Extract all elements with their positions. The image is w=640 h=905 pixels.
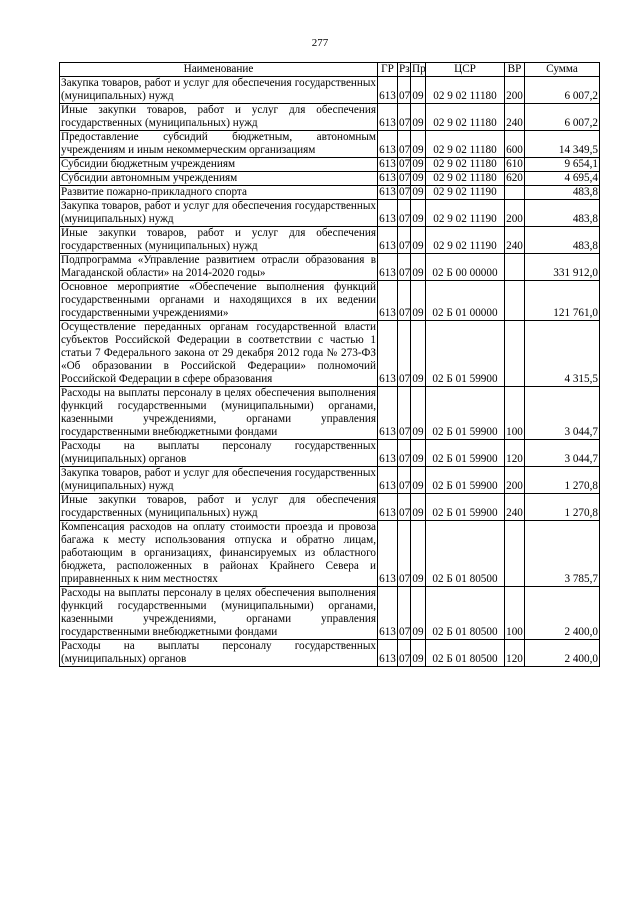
- row-sum: 483,8: [525, 227, 600, 254]
- row-name: Компенсация расходов на оплату стоимости проезда и провоза багажа к месту использования отпуска и обратно лицам, работающим в организациях, финансируемых из областного бюджета, расположенных в районах Крайнего Севера и приравненных к ним местностях: [61, 521, 376, 585]
- row-gr: 613: [378, 440, 398, 467]
- row-gr: 613: [378, 254, 398, 281]
- row-csr: 02 Б 01 59900: [426, 440, 505, 467]
- row-gr: 613: [378, 387, 398, 440]
- row-sum: 331 912,0: [525, 254, 600, 281]
- row-gr: 613: [379, 158, 396, 170]
- row-csr: 02 Б 01 80500: [426, 521, 505, 587]
- row-rz: 07: [398, 227, 411, 254]
- row-csr: 02 9 02 11180: [426, 77, 505, 104]
- table-row: [60, 254, 600, 281]
- row-csr: 02 9 02 11180: [426, 158, 505, 172]
- row-pr: 09: [411, 77, 426, 104]
- row-gr: 613: [378, 131, 398, 158]
- row-csr: 02 Б 01 59900: [426, 321, 505, 387]
- row-sum: 4 315,5: [525, 321, 600, 387]
- row-sum: 9 654,1: [525, 158, 600, 172]
- row-rz: 07: [398, 104, 411, 131]
- row-name: Предоставление субсидий бюджетным, автономным учреждениям и иным некоммерческим организациям: [61, 131, 376, 156]
- row-rz: 07: [398, 200, 411, 227]
- table-row: [60, 467, 600, 494]
- header-vr: ВР: [505, 63, 525, 77]
- row-vr: 200: [505, 200, 525, 227]
- row-rz: 07: [399, 172, 411, 184]
- table-row: [60, 494, 600, 521]
- row-pr: 09: [412, 172, 424, 184]
- table-row: [60, 227, 600, 254]
- row-pr: 09: [411, 494, 426, 521]
- row-rz: 07: [398, 494, 411, 521]
- row-vr: 240: [505, 104, 525, 131]
- row-vr: 240: [505, 494, 525, 521]
- row-vr: 120: [505, 640, 525, 667]
- row-vr: 100: [505, 387, 525, 440]
- row-vr: [505, 281, 525, 321]
- row-name: Закупка товаров, работ и услуг для обеспечения государственных (муниципальных) нужд: [61, 77, 376, 102]
- header-gr: ГР: [378, 63, 398, 77]
- row-name: Субсидии бюджетным учреждениям: [60, 158, 378, 172]
- row-gr: 613: [379, 186, 396, 198]
- row-name: Расходы на выплаты персоналу в целях обеспечения выполнения функций государственными (муниципальными) органами, казенными учреждениями, органами управления государственными внебюджетными фондами: [61, 587, 376, 638]
- row-vr: 240: [505, 227, 525, 254]
- row-pr: 09: [411, 440, 426, 467]
- table-row: [60, 186, 600, 200]
- row-gr: 613: [378, 587, 398, 640]
- row-rz: 07: [398, 440, 411, 467]
- table-row: [60, 440, 600, 467]
- row-csr: 02 Б 01 59900: [426, 467, 505, 494]
- row-pr: 09: [412, 158, 424, 170]
- row-csr: 02 9 02 11180: [426, 104, 505, 131]
- row-vr: [505, 321, 525, 387]
- row-rz: 07: [398, 640, 411, 667]
- row-name: Закупка товаров, работ и услуг для обеспечения государственных (муниципальных) нужд: [61, 200, 376, 225]
- header-pr: Пр: [412, 63, 426, 75]
- row-rz: 07: [398, 281, 411, 321]
- row-name: Подпрограмма «Управление развитием отрасли образования в Магаданской области» на 2014-2020 годы»: [61, 254, 376, 279]
- row-rz: 07: [398, 254, 411, 281]
- row-sum: 3 785,7: [525, 521, 600, 587]
- row-gr: 613: [378, 77, 398, 104]
- row-csr: 02 9 02 11180: [426, 131, 505, 158]
- row-pr: 09: [411, 640, 426, 667]
- row-name: Осуществление переданных органам государственной власти субъектов Российской Федерации в соответствии с частью 1 статьи 7 Федерального закона от 29 декабря 2012 года № 273-ФЗ «Об образовании в Российской Федерации» полномочий Российской Федерации в сфере образования: [61, 321, 376, 385]
- row-gr: 613: [378, 494, 398, 521]
- table-row: [60, 321, 600, 387]
- row-name: Закупка товаров, работ и услуг для обеспечения государственных (муниципальных) нужд: [61, 467, 376, 492]
- row-name: Основное мероприятие «Обеспечение выполнения функций государственными органами и находящихся в их ведении государственными учреждениями»: [61, 281, 376, 319]
- row-gr: 613: [378, 321, 398, 387]
- row-sum: 2 400,0: [525, 587, 600, 640]
- row-sum: 483,8: [525, 186, 600, 200]
- row-pr: 09: [412, 186, 424, 198]
- budget-table: [59, 62, 600, 667]
- row-name: Расходы на выплаты персоналу государственных (муниципальных) органов: [61, 440, 376, 465]
- row-pr: 09: [411, 131, 426, 158]
- row-sum: 4 695,4: [525, 172, 600, 186]
- row-gr: 613: [378, 640, 398, 667]
- row-vr: 120: [505, 440, 525, 467]
- row-name: Расходы на выплаты персоналу в целях обеспечения выполнения функций государственными (муниципальными) органами, казенными учреждениями, органами управления государственными внебюджетными фондами: [61, 387, 376, 438]
- row-sum: 14 349,5: [525, 131, 600, 158]
- row-vr: [505, 254, 525, 281]
- row-sum: 2 400,0: [525, 640, 600, 667]
- row-rz: 07: [398, 321, 411, 387]
- row-csr: 02 9 02 11180: [426, 172, 505, 186]
- row-csr: 02 9 02 11190: [426, 227, 505, 254]
- row-pr: 09: [411, 104, 426, 131]
- row-gr: 613: [378, 227, 398, 254]
- table-row: [60, 521, 600, 587]
- row-gr: 613: [378, 104, 398, 131]
- row-pr: 09: [411, 281, 426, 321]
- header-rz: Рз: [399, 63, 410, 75]
- table-row: [60, 387, 600, 440]
- row-vr: 200: [505, 77, 525, 104]
- row-csr: 02 9 02 11190: [426, 200, 505, 227]
- row-rz: 07: [399, 158, 411, 170]
- row-csr: 02 Б 01 80500: [426, 587, 505, 640]
- row-vr: [505, 186, 525, 200]
- page-number: 277: [311, 37, 329, 49]
- row-csr: 02 Б 01 59900: [426, 387, 505, 440]
- row-pr: 09: [411, 321, 426, 387]
- row-gr: 613: [378, 281, 398, 321]
- row-rz: 07: [398, 587, 411, 640]
- row-pr: 09: [411, 254, 426, 281]
- row-gr: 613: [378, 521, 398, 587]
- table-row: [60, 281, 600, 321]
- row-name: Развитие пожарно-прикладного спорта: [60, 186, 378, 200]
- row-gr: 613: [378, 200, 398, 227]
- row-sum: 3 044,7: [525, 387, 600, 440]
- table-row: [60, 158, 600, 172]
- row-csr: 02 Б 01 00000: [426, 281, 505, 321]
- row-name: Иные закупки товаров, работ и услуг для обеспечения государственных (муниципальных) нужд: [61, 104, 376, 129]
- table-row: [60, 640, 600, 667]
- row-name: Расходы на выплаты персоналу государственных (муниципальных) органов: [61, 640, 376, 665]
- table-row: [60, 172, 600, 186]
- row-sum: 6 007,2: [525, 77, 600, 104]
- row-pr: 09: [411, 227, 426, 254]
- row-sum: 1 270,8: [525, 467, 600, 494]
- row-vr: 600: [505, 131, 525, 158]
- row-pr: 09: [411, 200, 426, 227]
- row-csr: 02 Б 00 00000: [426, 254, 505, 281]
- table-row: [60, 200, 600, 227]
- row-csr: 02 9 02 11190: [426, 186, 505, 200]
- header-sum: Сумма: [525, 63, 600, 77]
- row-gr: 613: [379, 172, 396, 184]
- row-sum: 6 007,2: [525, 104, 600, 131]
- row-rz: 07: [398, 467, 411, 494]
- row-rz: 07: [399, 186, 411, 198]
- row-sum: 121 761,0: [525, 281, 600, 321]
- table-body: [60, 77, 600, 667]
- row-pr: 09: [411, 587, 426, 640]
- row-vr: 620: [506, 172, 523, 184]
- row-name: Иные закупки товаров, работ и услуг для обеспечения государственных (муниципальных) нужд: [61, 494, 376, 519]
- header-csr: ЦСР: [426, 63, 505, 77]
- row-sum: 3 044,7: [525, 440, 600, 467]
- row-name: Иные закупки товаров, работ и услуг для обеспечения государственных (муниципальных) нужд: [61, 227, 376, 252]
- row-vr: 100: [505, 587, 525, 640]
- row-pr: 09: [411, 467, 426, 494]
- table-row: [60, 104, 600, 131]
- table-row: [60, 587, 600, 640]
- row-rz: 07: [398, 521, 411, 587]
- row-vr: [505, 521, 525, 587]
- row-vr: 610: [506, 158, 523, 170]
- row-sum: 1 270,8: [525, 494, 600, 521]
- table-header-row: [60, 63, 600, 77]
- row-name: Субсидии автономным учреждениям: [60, 172, 378, 186]
- header-name: Наименование: [60, 63, 378, 77]
- row-pr: 09: [411, 521, 426, 587]
- row-gr: 613: [378, 467, 398, 494]
- row-sum: 483,8: [525, 200, 600, 227]
- row-vr: 200: [505, 467, 525, 494]
- row-csr: 02 Б 01 80500: [426, 640, 505, 667]
- table-row: [60, 131, 600, 158]
- row-rz: 07: [398, 77, 411, 104]
- row-rz: 07: [398, 131, 411, 158]
- row-rz: 07: [398, 387, 411, 440]
- table-row: [60, 77, 600, 104]
- row-csr: 02 Б 01 59900: [426, 494, 505, 521]
- row-pr: 09: [411, 387, 426, 440]
